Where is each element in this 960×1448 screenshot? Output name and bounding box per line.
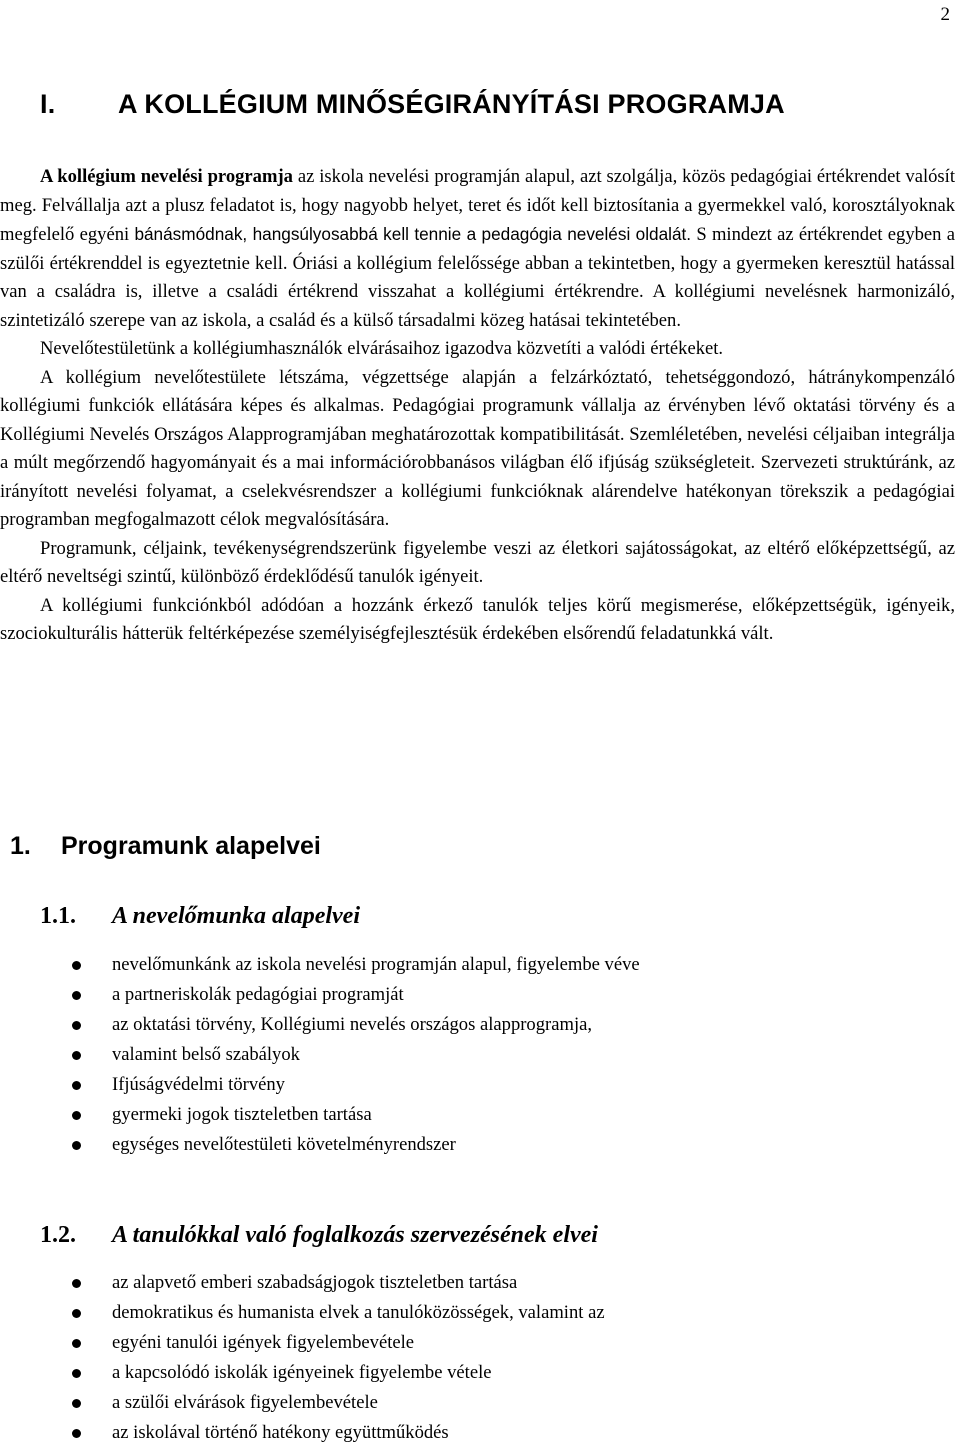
list-item bbox=[72, 950, 640, 980]
subsection-title: A nevelőmunka alapelvei bbox=[112, 903, 360, 929]
subsection-heading-2 bbox=[40, 1222, 598, 1249]
list-item bbox=[72, 1040, 640, 1070]
list-item-text: az oktatási törvény, Kollégiumi nevelés országos alapprogramja, bbox=[112, 1014, 593, 1035]
chapter-heading bbox=[40, 89, 785, 120]
section-heading bbox=[10, 832, 321, 861]
principles-list bbox=[72, 950, 640, 1160]
list-item-text: demokratikus és humanista elvek a tanulóközösségek, valamint az bbox=[112, 1302, 605, 1323]
bullet-icon bbox=[72, 1141, 81, 1150]
list-item bbox=[72, 1418, 605, 1448]
list-item-text: valamint belső szabályok bbox=[112, 1044, 300, 1065]
list-item-text: a kapcsolódó iskolák igényeinek figyelembe vétele bbox=[112, 1362, 492, 1383]
intro-text bbox=[0, 163, 955, 649]
list-item bbox=[72, 980, 640, 1010]
bullet-icon bbox=[72, 1339, 81, 1348]
list-item-text: a szülői elvárások figyelembevétele bbox=[112, 1392, 378, 1413]
bullet-icon bbox=[72, 961, 81, 970]
intro-bold-lead: A kollégium nevelési programja bbox=[40, 166, 293, 187]
bullet-icon bbox=[72, 1111, 81, 1120]
intro-text-serif: az iskola nevelési programján alapul, azt szolgálja, közös pedagógiai értékrendet valósít meg. Felvállalja azt a plusz feladatot is, hogy nagyobb helyet, teret és időt kell biztosítania a gyermekkel való, korosztályoknak megfelelő egyéni bbox=[0, 166, 955, 245]
bullet-icon bbox=[72, 1429, 81, 1438]
intro-text-sans: bánásmódnak, hangsúlyosabbá kell tennie a pedagógia nevelési oldalát. bbox=[134, 224, 692, 244]
bullet-icon bbox=[72, 1021, 81, 1030]
bullet-icon bbox=[72, 1309, 81, 1318]
list-item bbox=[72, 1070, 640, 1100]
list-item bbox=[72, 1298, 605, 1328]
list-item bbox=[72, 1100, 640, 1130]
intro-paragraph-2: Nevelőtestületünk a kollégiumhasználók elvárásaihoz igazodva közvetíti a valódi értékeket. bbox=[40, 338, 724, 359]
list-item-text: egységes nevelőtestületi követelményrendszer bbox=[112, 1134, 456, 1155]
list-item bbox=[72, 1388, 605, 1418]
subsection-heading-1 bbox=[40, 903, 360, 930]
chapter-title: A KOLLÉGIUM MINŐSÉGIRÁNYÍTÁSI PROGRAMJA bbox=[118, 89, 785, 119]
subsection-number: 1.2. bbox=[40, 1222, 76, 1248]
bullet-icon bbox=[72, 1051, 81, 1060]
list-item bbox=[72, 1328, 605, 1358]
list-item-text: az iskolával történő hatékony együttműködés bbox=[112, 1422, 449, 1443]
chapter-number: I. bbox=[40, 89, 56, 119]
intro-paragraph-3: A kollégium nevelőtestülete létszáma, végzettsége alapján a felzárkóztató, tehetséggondozó, hátránykompenzáló kollégiumi funkciók ellátására képes és alkalmas. Pedagógiai programunk vállalja az érvényben lévő oktatási törvény és a Kollégiumi Nevelés Országos Alapprogramjában meghatározottak kompatibilitását. Szemléletében, nevelési céljaiban integrálja a múlt megőrzendő hagyományait és a mai információrobbanásos világban élő ifjúság szükségleteit. Szervezeti struktúránk, az irányított nevelési folyamat, a cselekvésrendszer a kollégiumi funkcióknak alárendelve hatékonyan törekszik a pedagógiai programban megfogalmazott célok megvalósítására. bbox=[0, 366, 955, 530]
list-item-text: a partneriskolák pedagógiai programját bbox=[112, 984, 404, 1005]
intro-paragraph-1 bbox=[0, 163, 955, 335]
intro-paragraph-4: Programunk, céljaink, tevékenységrendszerünk figyelembe veszi az életkori sajátosságokat, az eltérő előképzettségű, az eltérő neveltségi szintű, különböző érdeklődésű tanulók igényeit. bbox=[0, 537, 955, 587]
bullet-icon bbox=[72, 1399, 81, 1408]
organization-list bbox=[72, 1268, 605, 1448]
list-item-text: gyermeki jogok tiszteletben tartása bbox=[112, 1104, 372, 1125]
subsection-number: 1.1. bbox=[40, 903, 76, 929]
list-item bbox=[72, 1130, 640, 1160]
list-item-text: nevelőmunkánk az iskola nevelési programján alapul, figyelembe véve bbox=[112, 954, 640, 975]
list-item bbox=[72, 1268, 605, 1298]
intro-paragraph-5: A kollégiumi funkciónkból adódóan a hozzánk érkező tanulók teljes körű megismerése, előképzettségük, igényeik, szociokulturális hátterük feltérképezése személyiségfejlesztésük érdekében elsőrendű feladatunkká vált. bbox=[0, 594, 955, 644]
list-item-text: az alapvető emberi szabadságjogok tiszteletben tartása bbox=[112, 1272, 518, 1293]
list-item bbox=[72, 1010, 640, 1040]
bullet-icon bbox=[72, 1369, 81, 1378]
list-item bbox=[72, 1358, 605, 1388]
bullet-icon bbox=[72, 1081, 81, 1090]
section-title: Programunk alapelvei bbox=[61, 832, 321, 860]
subsection-title: A tanulókkal való foglalkozás szervezésének elvei bbox=[112, 1222, 598, 1248]
section-number: 1. bbox=[10, 832, 31, 860]
list-item-text: egyéni tanulói igények figyelembevétele bbox=[112, 1332, 415, 1353]
intro-text-rest: S mindezt az értékrendet egyben a szülői értékrenddel is egyeztetnie kell. Óriási a kollégium felelőssége abban a tekintetben, hogy a gyermeken keresztül hatással van a családra is, illetve a családi értékrend visszahat a kollégiumi értékrendre. A kollégiumi nevelésnek harmonizáló, szintetizáló szerepe van az iskola, a család és a külső társadalmi közeg hatásai tekintetében. bbox=[0, 224, 955, 331]
list-item-text: Ifjúságvédelmi törvény bbox=[112, 1074, 285, 1095]
bullet-icon bbox=[72, 1279, 81, 1288]
page-number: 2 bbox=[940, 4, 950, 25]
bullet-icon bbox=[72, 991, 81, 1000]
